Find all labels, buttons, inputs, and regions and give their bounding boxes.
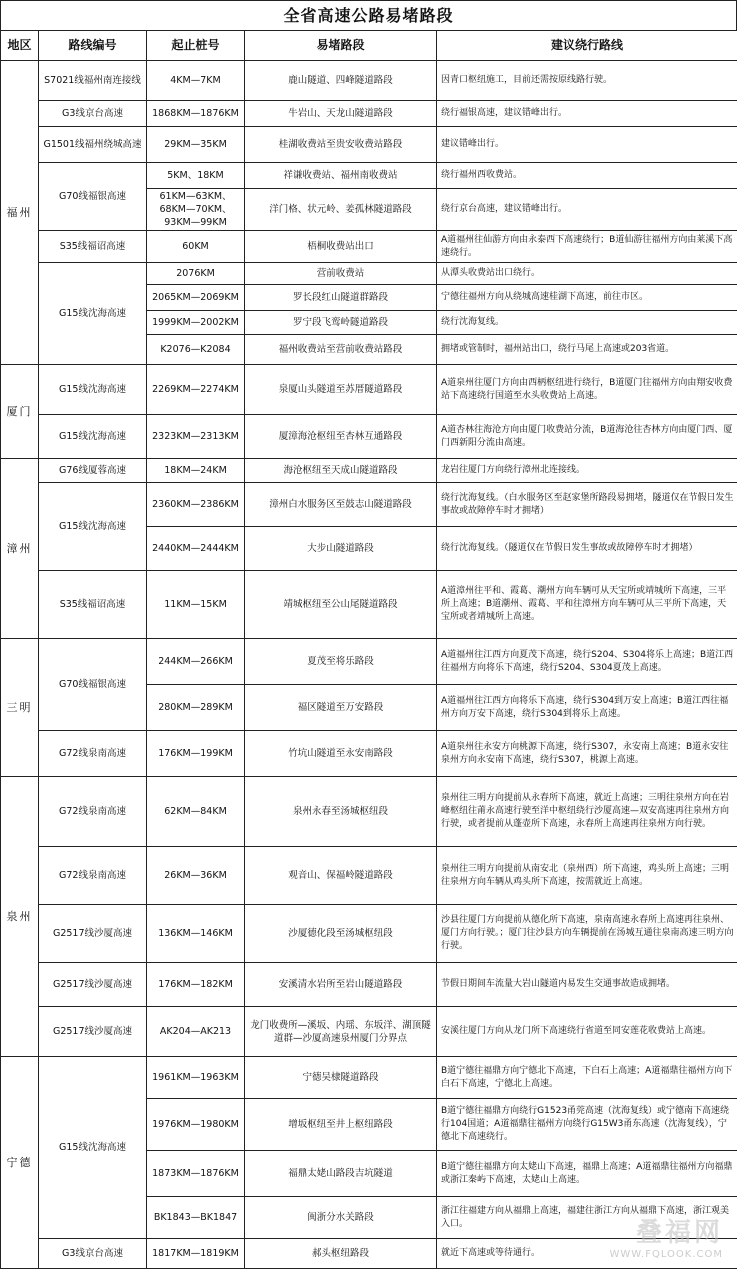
- detour-cell: 泉州往三明方向提前从南安北（泉州西）所下高速，鸡头所上高速；三明往泉州方向车辆从鸡头所下高速，按需就近上高速。: [437, 847, 737, 905]
- stake-cell: 1868KM—1876KM: [147, 101, 245, 127]
- congestion-table: [0, 30, 737, 1269]
- stake-cell: 1976KM—1980KM: [147, 1099, 245, 1151]
- detour-cell: 建议错峰出行。: [437, 127, 737, 163]
- table-row: [1, 263, 737, 285]
- stake-cell: 26KM—36KM: [147, 847, 245, 905]
- detour-cell: 因青口枢纽施工，目前还需按原线路行驶。: [437, 61, 737, 101]
- section-cell: 祥谦收费站、福州南收费站: [245, 163, 437, 189]
- stake-cell: 1999KM—2002KM: [147, 311, 245, 335]
- stake-cell: 61KM—63KM、68KM—70KM、93KM—99KM: [147, 189, 245, 231]
- table-row: [1, 127, 737, 163]
- road-cell: G3线京台高速: [39, 101, 147, 127]
- section-cell: 靖城枢纽至公山尾隧道路段: [245, 571, 437, 639]
- section-cell: 安溪清水岩所至岩山隧道路段: [245, 963, 437, 1007]
- road-cell: G2517线沙厦高速: [39, 1007, 147, 1057]
- detour-cell: 安溪往厦门方向从龙门所下高速绕行省道至同安莲花收费站上高速。: [437, 1007, 737, 1057]
- road-cell: S7021线福州南连接线: [39, 61, 147, 101]
- section-cell: 大步山隧道路段: [245, 527, 437, 571]
- detour-cell: B道宁德往福鼎方向绕行G1523甬莞高速（沈海复线）或宁德南下高速绕行104国道；A道福鼎往福州方向绕行G15W3甬东高速（沈海复线），宁德北下高速绕行。: [437, 1099, 737, 1151]
- section-cell: 海沧枢纽至天成山隧道路段: [245, 459, 437, 483]
- stake-cell: AK204—AK213: [147, 1007, 245, 1057]
- table-row: [1, 1057, 737, 1099]
- road-cell: G15线沈海高速: [39, 263, 147, 365]
- table-row: [1, 571, 737, 639]
- region-cell: 宁德: [1, 1057, 39, 1269]
- section-cell: 郝头枢纽路段: [245, 1239, 437, 1269]
- detour-cell: 绕行沈海复线。（隧道仅在节假日发生事故或故障停车时才拥堵）: [437, 527, 737, 571]
- section-cell: 宁德吴棣隧道路段: [245, 1057, 437, 1099]
- section-cell: 梧桐收费站出口: [245, 231, 437, 263]
- detour-cell: A道杏林往海沧方向由厦门收费站分流，B道海沧往杏林方向由厦门西、厦门西新阳分流由高速。: [437, 415, 737, 459]
- detour-cell: A道福州往仙游方向由永泰西下高速绕行；B道仙游往福州方向由莱溪下高速绕行。: [437, 231, 737, 263]
- section-cell: 福州收费站至营前收费站路段: [245, 335, 437, 365]
- stake-cell: 136KM—146KM: [147, 905, 245, 963]
- table-row: [1, 459, 737, 483]
- stake-cell: 176KM—199KM: [147, 731, 245, 777]
- road-cell: G1501线福州绕城高速: [39, 127, 147, 163]
- stake-cell: K2076—K2084: [147, 335, 245, 365]
- table-row: [1, 231, 737, 263]
- stake-cell: 1873KM—1876KM: [147, 1151, 245, 1197]
- table-row: [1, 1007, 737, 1057]
- detour-cell: 绕行沈海复线。（白水服务区至赵家堡所路段易拥堵，隧道仅在节假日发生事故或故障停车时才拥堵）: [437, 483, 737, 527]
- detour-cell: A道福州往江西方向将乐下高速，绕行S304到万安上高速；B道江西往福州方向万安下高速，绕行S304到将乐上高速。: [437, 685, 737, 731]
- table-row: [1, 1239, 737, 1269]
- detour-cell: A道泉州往永安方向桃源下高速，绕行S307，永安南上高速；B道永安往泉州方向永安南下高速，绕行S307，桃源上高速。: [437, 731, 737, 777]
- road-cell: G72线泉南高速: [39, 777, 147, 847]
- region-cell: 漳州: [1, 459, 39, 639]
- section-cell: 营前收费站: [245, 263, 437, 285]
- road-cell: G76线厦蓉高速: [39, 459, 147, 483]
- table-row: [1, 365, 737, 415]
- detour-cell: 绕行京台高速，建议错峰出行。: [437, 189, 737, 231]
- table-row: [1, 777, 737, 847]
- road-cell: S35线福诏高速: [39, 231, 147, 263]
- section-cell: 闽浙分水关路段: [245, 1197, 437, 1239]
- road-cell: G3线京台高速: [39, 1239, 147, 1269]
- detour-cell: 从潭头收费站出口绕行。: [437, 263, 737, 285]
- road-cell: G72线泉南高速: [39, 847, 147, 905]
- header-detour: 建议绕行路线: [437, 31, 737, 61]
- road-cell: S35线福诏高速: [39, 571, 147, 639]
- stake-cell: 244KM—266KM: [147, 639, 245, 685]
- stake-cell: 5KM、18KM: [147, 163, 245, 189]
- watermark-url: WWW.FQLOOK.COM: [609, 1249, 723, 1260]
- stake-cell: 1817KM—1819KM: [147, 1239, 245, 1269]
- road-cell: G15线沈海高速: [39, 1057, 147, 1239]
- detour-cell: 绕行福州西收费站。: [437, 163, 737, 189]
- detour-cell: 拥堵或管制时，福州站出口，绕行马尾上高速或203省道。: [437, 335, 737, 365]
- section-cell: 厦漳海沧枢纽至杏林互通路段: [245, 415, 437, 459]
- detour-cell: A道漳州往平和、霞葛、潮州方向车辆可从天宝所或靖城所下高速，三平所上高速；B道潮州、霞葛、平和往漳州方向车辆可从三平所下高速，天宝所或者靖城所上高速。: [437, 571, 737, 639]
- detour-cell: 龙岩往厦门方向绕行漳州北连接线。: [437, 459, 737, 483]
- section-cell: 漳州白水服务区至鼓志山隧道路段: [245, 483, 437, 527]
- stake-cell: 2323KM—2313KM: [147, 415, 245, 459]
- road-cell: G2517线沙厦高速: [39, 963, 147, 1007]
- section-cell: 泉州永春至汤城枢纽段: [245, 777, 437, 847]
- stake-cell: 11KM—15KM: [147, 571, 245, 639]
- section-cell: 罗宁段飞鸾岭隧道路段: [245, 311, 437, 335]
- stake-cell: 60KM: [147, 231, 245, 263]
- stake-cell: 4KM—7KM: [147, 61, 245, 101]
- road-cell: G2517线沙厦高速: [39, 905, 147, 963]
- detour-cell: 就近下高速或等待通行。: [437, 1239, 737, 1269]
- section-cell: 洋门格、状元岭、姜孤林隧道路段: [245, 189, 437, 231]
- detour-cell: 绕行沈海复线。: [437, 311, 737, 335]
- section-cell: 罗长段红山隧道群路段: [245, 285, 437, 311]
- section-cell: 增坂枢纽至井上枢纽路段: [245, 1099, 437, 1151]
- stake-cell: 176KM—182KM: [147, 963, 245, 1007]
- section-cell: 沙厦德化段至汤城枢纽段: [245, 905, 437, 963]
- table-title: 全省高速公路易堵路段: [0, 0, 737, 30]
- detour-cell: A道泉州往厦门方向由西柄枢纽进行绕行，B道厦门往福州方向由翔安收费站下高速绕行国道至水头收费站上高速。: [437, 365, 737, 415]
- stake-cell: 62KM—84KM: [147, 777, 245, 847]
- table-row: [1, 905, 737, 963]
- section-cell: 龙门收费所—溪坂、内瑶、东坂洋、湖顶隧道群—沙厦高速泉州厦门分界点: [245, 1007, 437, 1057]
- section-cell: 泉厦山头隧道至苏厝隧道路段: [245, 365, 437, 415]
- stake-cell: 2269KM—2274KM: [147, 365, 245, 415]
- table-row: [1, 731, 737, 777]
- detour-cell: B道宁德往福鼎方向宁德北下高速，下白石上高速；A道福鼎往福州方向下白石下高速，宁德北上高速。: [437, 1057, 737, 1099]
- table-row: [1, 101, 737, 127]
- section-cell: 牛岩山、天龙山隧道路段: [245, 101, 437, 127]
- region-cell: 福州: [1, 61, 39, 365]
- section-cell: 夏茂至将乐路段: [245, 639, 437, 685]
- stake-cell: 2065KM—2069KM: [147, 285, 245, 311]
- road-cell: G15线沈海高速: [39, 415, 147, 459]
- watermark-brand: 叠福网: [635, 1218, 723, 1248]
- stake-cell: 2360KM—2386KM: [147, 483, 245, 527]
- detour-cell: B道宁德往福鼎方向太姥山下高速，福鼎上高速；A道福鼎往福州方向福鼎或浙江秦屿下高速，太姥山上高速。: [437, 1151, 737, 1197]
- header-region: 地区: [1, 31, 39, 61]
- detour-cell: 沙县往厦门方向提前从德化所下高速，泉南高速永春所上高速再往泉州、厦门方向行驶。；厦门往沙县方向车辆提前在汤城互通往泉南高速三明方向行驶。: [437, 905, 737, 963]
- section-cell: 福鼎太姥山路段吉坑隧道: [245, 1151, 437, 1197]
- section-cell: 桂湖收费站至贵安收费站路段: [245, 127, 437, 163]
- section-cell: 福区隧道至万安路段: [245, 685, 437, 731]
- header-road: 路线编号: [39, 31, 147, 61]
- header-row: [1, 31, 737, 61]
- section-cell: 观音山、保福岭隧道路段: [245, 847, 437, 905]
- road-cell: G72线泉南高速: [39, 731, 147, 777]
- table-row: [1, 847, 737, 905]
- stake-cell: 18KM—24KM: [147, 459, 245, 483]
- road-cell: G70线福银高速: [39, 639, 147, 731]
- detour-cell: 宁德往福州方向从绕城高速桂湖下高速，前往市区。: [437, 285, 737, 311]
- detour-cell: A道福州往江西方向夏茂下高速，绕行S204、S304将乐上高速；B道江西往福州方向将乐下高速，绕行S204、S304夏茂上高速。: [437, 639, 737, 685]
- table-row: [1, 963, 737, 1007]
- detour-cell: 浙江往福建方向从福鼎上高速，福建往浙江方向从福鼎下高速，浙江观美入口。: [437, 1197, 737, 1239]
- region-cell: 厦门: [1, 365, 39, 459]
- stake-cell: 2076KM: [147, 263, 245, 285]
- road-cell: G70线福银高速: [39, 163, 147, 231]
- detour-cell: 节假日期间车流量大岩山隧道内易发生交通事故造成拥堵。: [437, 963, 737, 1007]
- detour-cell: 绕行福银高速，建议错峰出行。: [437, 101, 737, 127]
- road-cell: G15线沈海高速: [39, 483, 147, 571]
- stake-cell: 280KM—289KM: [147, 685, 245, 731]
- region-cell: 三明: [1, 639, 39, 777]
- detour-cell: 泉州往三明方向提前从永春所下高速，就近上高速；三明往泉州方向在岩峰枢纽往莆永高速行驶至洋中枢纽绕行沙厦高速—双安高速再往泉州方向行驶，或者提前从蓬壶所下高速，永春所上高速再往泉州方向行驶。: [437, 777, 737, 847]
- stake-cell: 29KM—35KM: [147, 127, 245, 163]
- section-cell: 竹坑山隧道至永安南路段: [245, 731, 437, 777]
- stake-cell: BK1843—BK1847: [147, 1197, 245, 1239]
- table-row: [1, 61, 737, 101]
- stake-cell: 1961KM—1963KM: [147, 1057, 245, 1099]
- table-row: [1, 483, 737, 527]
- table-row: [1, 639, 737, 685]
- header-stake: 起止桩号: [147, 31, 245, 61]
- table-row: [1, 163, 737, 189]
- section-cell: 鹿山隧道、四峰隧道路段: [245, 61, 437, 101]
- region-cell: 泉州: [1, 777, 39, 1057]
- header-section: 易堵路段: [245, 31, 437, 61]
- table-row: [1, 415, 737, 459]
- road-cell: G15线沈海高速: [39, 365, 147, 415]
- stake-cell: 2440KM—2444KM: [147, 527, 245, 571]
